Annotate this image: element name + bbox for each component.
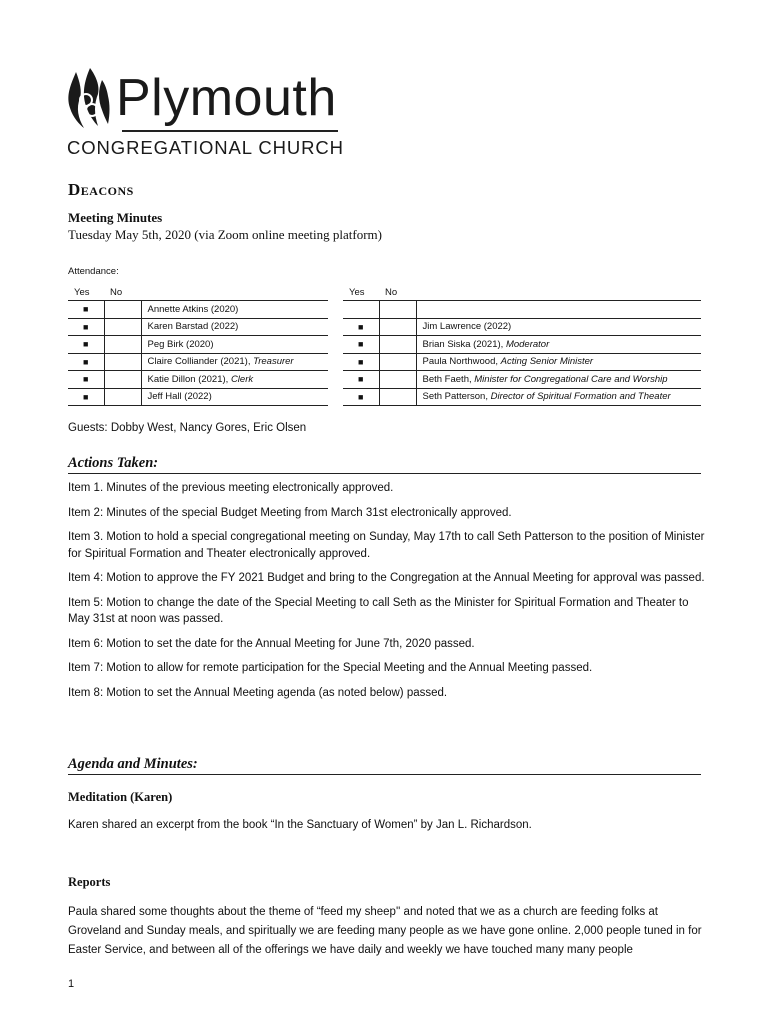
yes-cell: ■ xyxy=(68,388,104,406)
table-row xyxy=(343,318,701,336)
flame-logo-icon xyxy=(66,68,110,130)
logo-divider xyxy=(122,130,338,132)
col-yes-header: Yes xyxy=(74,286,90,298)
meditation-heading: Meditation (Karen) xyxy=(68,790,173,804)
member-cell xyxy=(141,353,328,371)
no-cell xyxy=(104,388,141,406)
no-cell xyxy=(379,371,416,389)
logo-subtitle: CONGREGATIONAL CHURCH xyxy=(67,137,344,158)
member-cell xyxy=(416,388,701,406)
yes-cell: ■ xyxy=(68,371,104,389)
list-item: Item 3. Motion to hold a special congregational meeting on Sunday, May 17th to call Seth Patterson to the position of Minister for Spiritual Formation and Theater electronically approved. xyxy=(68,531,705,560)
member-name: Seth Patterson, xyxy=(422,391,491,403)
actions-list xyxy=(68,480,708,709)
member-cell xyxy=(416,336,701,354)
no-cell xyxy=(379,336,416,354)
no-cell xyxy=(379,353,416,371)
table-row xyxy=(343,353,701,371)
member-role: Treasurer xyxy=(253,356,294,368)
member-name: Karen Barstad (2022) xyxy=(147,321,239,333)
no-cell xyxy=(379,388,416,406)
member-role: Clerk xyxy=(230,373,254,385)
yes-cell: ■ xyxy=(68,353,104,371)
table-row xyxy=(343,388,701,406)
table-row xyxy=(68,301,328,319)
member-cell xyxy=(416,301,701,319)
yes-cell: ■ xyxy=(343,388,379,406)
list-item: Item 7: Motion to allow for remote participation for the Special Meeting and the Annual Meeting passed. xyxy=(68,662,593,674)
member-role: Director of Spiritual Formation and Theater xyxy=(490,391,671,403)
list-item: Item 8: Motion to set the Annual Meeting agenda (as noted below) passed. xyxy=(68,686,448,699)
member-role: Moderator xyxy=(505,338,550,350)
no-cell xyxy=(104,301,141,319)
page-title: Deacons xyxy=(68,180,134,199)
attendance-table-left xyxy=(68,284,328,406)
yes-cell: ■ xyxy=(68,301,104,319)
col-no-header: No xyxy=(110,286,123,298)
reports-heading: Reports xyxy=(68,875,111,889)
member-name: Claire Colliander (2021), xyxy=(147,356,254,368)
col-no-header: No xyxy=(385,286,398,298)
yes-cell: ■ xyxy=(343,336,379,354)
table-row xyxy=(68,353,328,371)
list-item: Item 4: Motion to approve the FY 2021 Budget and bring to the Congregation at the Annual Meeting for approval was passed. xyxy=(68,572,705,584)
page-number: 1 xyxy=(68,978,75,990)
table-row xyxy=(343,371,701,389)
member-cell xyxy=(141,318,328,336)
col-name-header xyxy=(141,284,328,301)
list-item: Item 6: Motion to set the date for the Annual Meeting for June 7th, 2020 passed. xyxy=(68,637,475,650)
list-item: Item 2: Minutes of the special Budget Meeting from March 31st electronically approved. xyxy=(68,506,512,519)
logo-name: Plymouth xyxy=(116,69,337,127)
no-cell xyxy=(104,353,141,371)
no-cell xyxy=(104,371,141,389)
member-cell xyxy=(141,301,328,319)
member-cell xyxy=(416,318,701,336)
list-item: Item 1. Minutes of the previous meeting electronically approved. xyxy=(68,482,394,494)
attendance-table-right xyxy=(343,284,701,406)
yes-cell: ■ xyxy=(343,353,379,371)
no-cell xyxy=(379,301,416,319)
actions-heading: Actions Taken: xyxy=(68,455,701,474)
yes-cell: ■ xyxy=(68,318,104,336)
member-cell xyxy=(416,371,701,389)
no-cell xyxy=(104,336,141,354)
member-cell xyxy=(141,388,328,406)
col-name-header xyxy=(416,284,701,301)
minutes-label: Meeting Minutes xyxy=(68,210,163,225)
table-row xyxy=(68,371,328,389)
table-row xyxy=(343,336,701,354)
agenda-heading: Agenda and Minutes: xyxy=(68,756,701,775)
meeting-date: Tuesday May 5th, 2020 (via Zoom online meeting platform) xyxy=(68,227,382,242)
member-name: Beth Faeth, xyxy=(422,373,475,385)
member-name: Annette Atkins (2020) xyxy=(147,303,239,315)
member-cell xyxy=(416,353,701,371)
reports-text: Paula shared some thoughts about the theme of “feed my sheep'' and noted that we as a church are feeding folks at Groveland and Sunday meals, and spiritually we are feeding many people as we have gone online. 2,000 people tuned in for Easter Service, and between all of the offerings we have daily and weekly we have touched many many people xyxy=(68,906,702,956)
yes-cell: ■ xyxy=(68,336,104,354)
member-name: Katie Dillon (2021), xyxy=(147,373,231,385)
yes-cell xyxy=(343,301,379,319)
member-name: Jeff Hall (2022) xyxy=(147,391,212,403)
member-name: Brian Siska (2021), xyxy=(422,338,506,350)
member-name: Peg Birk (2020) xyxy=(147,338,214,350)
table-row xyxy=(68,388,328,406)
no-cell xyxy=(104,318,141,336)
church-logo xyxy=(66,68,346,158)
member-name: Paula Northwood, xyxy=(422,356,501,368)
table-row xyxy=(343,301,701,319)
attendance-label: Attendance: xyxy=(68,266,119,277)
yes-cell: ■ xyxy=(343,318,379,336)
member-name: Jim Lawrence (2022) xyxy=(422,321,512,333)
member-cell xyxy=(141,371,328,389)
guests-line: Guests: Dobby West, Nancy Gores, Eric Olsen xyxy=(68,422,307,434)
no-cell xyxy=(379,318,416,336)
list-item: Item 5: Motion to change the date of the Special Meeting to call Seth as the Minister for Spiritual Formation and Theater to May 31st at noon was passed. xyxy=(68,596,689,625)
table-row xyxy=(68,336,328,354)
yes-cell: ■ xyxy=(343,371,379,389)
member-cell xyxy=(141,336,328,354)
table-row xyxy=(68,318,328,336)
member-role: Minister for Congregational Care and Worship xyxy=(474,373,668,385)
member-role: Acting Senior Minister xyxy=(500,356,594,368)
meditation-text: Karen shared an excerpt from the book “In the Sanctuary of Women” by Jan L. Richardson. xyxy=(68,819,532,831)
col-yes-header: Yes xyxy=(349,286,365,298)
